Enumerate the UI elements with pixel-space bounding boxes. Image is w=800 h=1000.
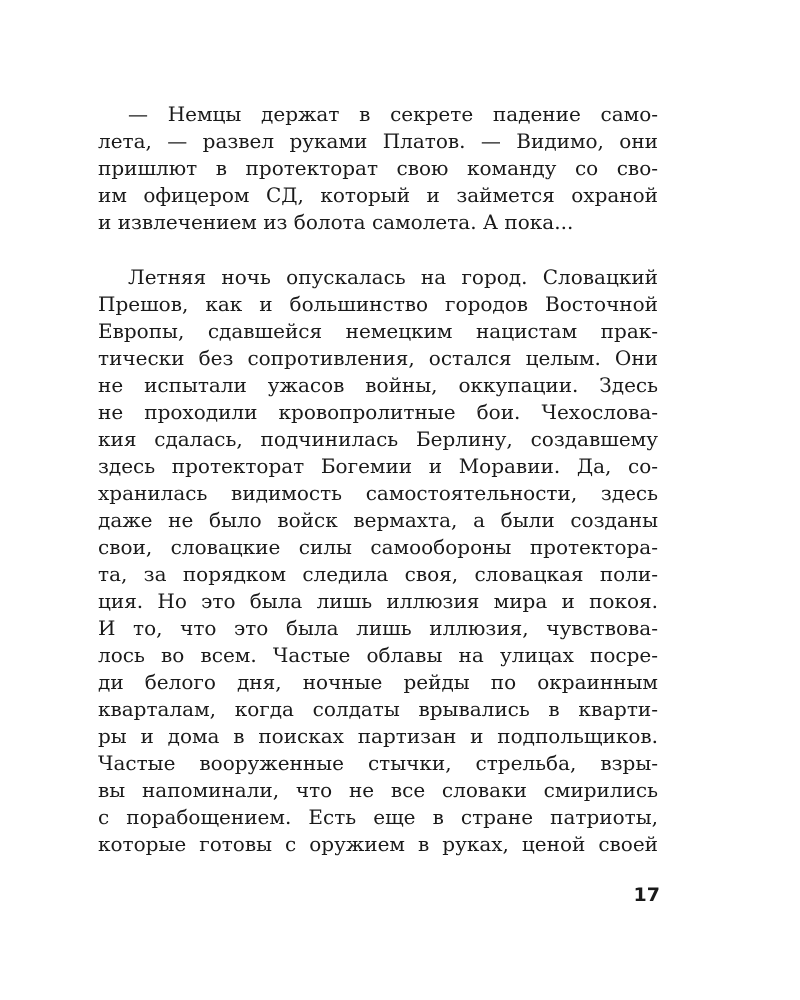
text-line: кварталам, когда солдаты врывались в кварти- [98, 697, 658, 721]
text-line: лось во всем. Частые облавы на улицах посре- [98, 643, 658, 667]
text-line: пришлют в протекторат свою команду со сво- [98, 156, 658, 180]
text-line: с порабощением. Есть еще в стране патриоты, [98, 805, 658, 829]
text-line: не испытали ужасов войны, оккупации. Здесь [98, 373, 658, 397]
text-line: даже не было войск вермахта, а были созданы [98, 508, 658, 532]
text-line: Прешов, как и большинство городов Восточной [98, 292, 658, 316]
text-line: И то, что это была лишь иллюзия, чувствова- [98, 616, 658, 640]
text-line: не проходили кровопролитные бои. Чехослова- [98, 400, 658, 424]
text-line: ры и дома в поисках партизан и подпольщиков. [98, 724, 658, 748]
text-line: здесь протекторат Богемии и Моравии. Да, со- [98, 454, 658, 478]
text-line: ция. Но это была лишь иллюзия мира и покоя. [98, 589, 658, 613]
text-line: Летняя ночь опускалась на город. Словацкий [128, 265, 658, 289]
text-line: Европы, сдавшейся немецким нацистам прак- [98, 319, 658, 343]
text-line: которые готовы с оружием в руках, ценой своей [98, 832, 658, 856]
page-number: 17 [633, 884, 660, 906]
text-line: лета, — развел руками Платов. — Видимо, они [98, 129, 658, 153]
text-line: им офицером СД, который и займется охраной [98, 183, 658, 207]
text-line: ди белого дня, ночные рейды по окраинным [98, 670, 658, 694]
text-line: вы напоминали, что не все словаки смирились [98, 778, 658, 802]
text-line: та, за порядком следила своя, словацкая поли- [98, 562, 658, 586]
text-line: тически без сопротивления, остался целым. Они [98, 346, 658, 370]
text-line: свои, словацкие силы самообороны протектора- [98, 535, 658, 559]
text-line: хранилась видимость самостоятельности, здесь [98, 481, 658, 505]
text-line: и извлечением из болота самолета. А пока... [98, 210, 574, 234]
text-line: — Немцы держат в секрете падение само- [128, 102, 658, 126]
text-line: кия сдалась, подчинилась Берлину, создавшему [98, 427, 658, 451]
text-line: Частые вооруженные стычки, стрельба, взры- [98, 751, 658, 775]
